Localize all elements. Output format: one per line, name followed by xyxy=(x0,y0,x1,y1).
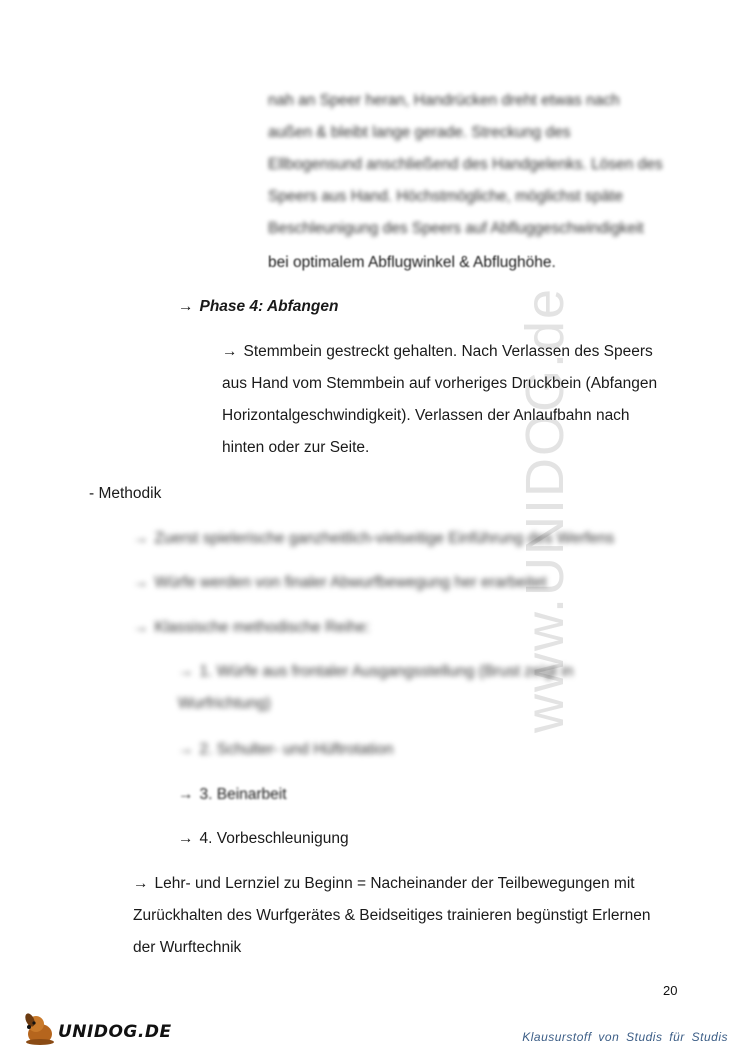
list-item-text: Zuerst spielerische ganzheitlich-vielseitige Einführung des Werfens xyxy=(154,530,615,547)
arrow-icon: → xyxy=(178,786,194,803)
list-item-text: Würfe werden von finaler Abwurfbewegung her erarbeitet xyxy=(154,574,547,591)
arrow-icon: → xyxy=(222,343,238,360)
list-item xyxy=(178,662,573,682)
text-line: bei optimalem Abflugwinkel & Abflughöhe. xyxy=(268,254,556,271)
list-item-text: 2. Schulter- und Hüftrotation xyxy=(199,741,394,758)
phase-heading xyxy=(178,297,338,317)
phase-heading-text: Phase 4: Abfangen xyxy=(199,298,339,315)
list-item xyxy=(178,829,349,849)
arrow-icon: → xyxy=(178,741,194,758)
paragraph-line: aus Hand vom Stemmbein auf vorheriges Druckbein (Abfangen xyxy=(222,375,658,392)
arrow-icon: → xyxy=(178,663,194,680)
text-line: Ellbogensund anschließend des Handgelenks. Lösen des xyxy=(268,156,663,173)
logo-text: UNIDOG.DE xyxy=(58,1022,172,1042)
arrow-icon: → xyxy=(133,619,149,636)
arrow-icon: → xyxy=(133,574,149,591)
list-item xyxy=(178,785,287,805)
paragraph-line xyxy=(222,342,653,362)
paragraph-text: Stemmbein gestreckt gehalten. Nach Verlassen des Speers xyxy=(243,343,653,360)
list-item-text: Klassische methodische Reihe: xyxy=(154,619,370,636)
conclusion-text: Lehr- und Lernziel zu Beginn = Nacheinander der Teilbewegungen mit xyxy=(154,875,635,892)
paragraph-line: Horizontalgeschwindigkeit). Verlassen der Anlaufbahn nach xyxy=(222,407,630,424)
section-heading: - Methodik xyxy=(89,485,162,502)
list-item-text: 1. Würfe aus frontaler Ausgangsstellung (Brust zeigt in xyxy=(199,663,574,680)
list-item xyxy=(133,618,370,638)
list-item xyxy=(133,529,614,549)
text-line: Speers aus Hand. Höchstmögliche, möglichst späte xyxy=(268,188,623,205)
list-item-text: 3. Beinarbeit xyxy=(199,786,287,803)
watermark-text: www.UNIDOG.de xyxy=(515,286,575,734)
arrow-icon: → xyxy=(178,298,194,315)
footer-tagline: Klausurstoff von Studis für Studis xyxy=(522,1030,728,1044)
list-item xyxy=(133,573,547,593)
arrow-icon: → xyxy=(133,875,149,892)
arrow-icon: → xyxy=(178,830,194,847)
text-line: Beschleunigung des Speers auf Abfluggeschwindigkeit xyxy=(268,220,644,237)
conclusion-line: der Wurftechnik xyxy=(133,939,242,956)
dog-logo-icon xyxy=(22,1012,60,1048)
list-item-continuation: Wurfrichtung) xyxy=(178,695,271,712)
page-number: 20 xyxy=(663,983,678,998)
arrow-icon: → xyxy=(133,530,149,547)
list-item xyxy=(178,740,393,760)
text-line: außen & bleibt lange gerade. Streckung des xyxy=(268,124,571,141)
text-line: nah an Speer heran, Handrücken dreht etwas nach xyxy=(268,92,620,109)
conclusion-line xyxy=(133,874,635,894)
conclusion-line: Zurückhalten des Wurfgerätes & Beidseitiges trainieren begünstigt Erlernen xyxy=(133,907,651,924)
list-item-text: 4. Vorbeschleunigung xyxy=(199,830,349,847)
paragraph-line: hinten oder zur Seite. xyxy=(222,439,370,456)
